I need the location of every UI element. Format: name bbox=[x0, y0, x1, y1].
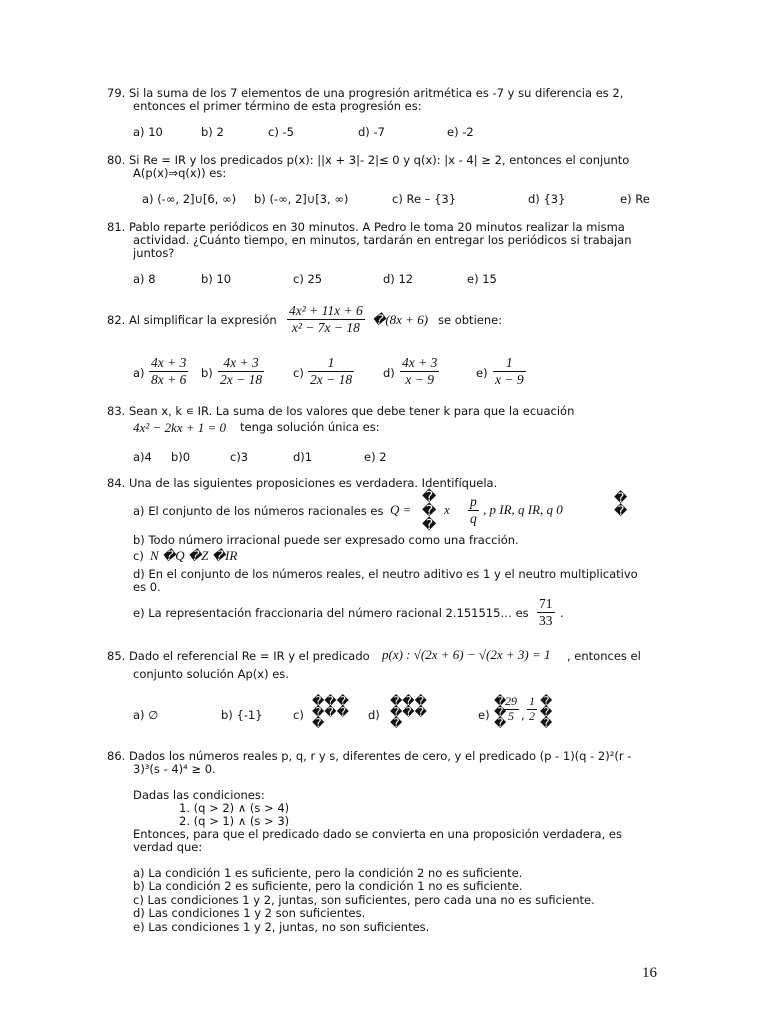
q86-then-line2: verdad que: bbox=[133, 840, 203, 854]
fraction-denominator: 8x + 6 bbox=[151, 372, 187, 387]
q83-option-e: e) 2 bbox=[364, 450, 387, 464]
q79-option-b: b) 2 bbox=[201, 125, 224, 139]
q82-option-a-fraction bbox=[149, 355, 188, 387]
q84-option-e-fraction bbox=[537, 596, 555, 628]
q79-stem-line2: entonces el primer término de esta progresión es: bbox=[133, 99, 422, 113]
q84-stem: 84. Una de las siguientes proposiciones es verdadera. Identifíquela. bbox=[107, 476, 498, 490]
fraction-denominator: 5 bbox=[508, 709, 514, 723]
q82-option-b-fraction bbox=[218, 355, 264, 387]
q82-stem: 82. Al simplificar la expresión bbox=[107, 313, 277, 327]
q86-stem-line2: 3)³(s - 4)⁴ ≥ 0. bbox=[133, 762, 216, 776]
q82-option-d-label: d) bbox=[383, 366, 395, 380]
fraction-numerator: 29 bbox=[505, 694, 517, 708]
q84-option-b: b) Todo número irracional puede ser expresado como una fracción. bbox=[133, 533, 519, 547]
q82-option-d-fraction bbox=[400, 355, 439, 387]
q85-stem-line1-end: , entonces el bbox=[567, 649, 641, 663]
fraction-numerator: p bbox=[470, 494, 477, 509]
q81-option-d: d) 12 bbox=[383, 272, 414, 286]
q85-option-b: b) {-1} bbox=[221, 708, 263, 722]
q82-stem-end: se obtiene: bbox=[438, 313, 503, 327]
fraction-denominator: q bbox=[470, 511, 477, 526]
q84-option-d-line1: d) En el conjunto de los números reales, el neutro aditivo es 1 y el neutro multiplicativo bbox=[133, 567, 638, 581]
q84-option-e-end: . bbox=[560, 606, 564, 620]
q82-expression-fraction bbox=[287, 303, 365, 335]
fraction-denominator: 33 bbox=[539, 613, 553, 628]
q79-option-e: e) -2 bbox=[447, 125, 474, 139]
fraction-denominator: 2 bbox=[529, 709, 535, 723]
fraction-denominator: x − 9 bbox=[495, 372, 524, 387]
q81-option-c: c) 25 bbox=[293, 272, 323, 286]
q85-option-d: d) bbox=[368, 708, 380, 722]
q83-equation: 4x² − 2kx + 1 = 0 bbox=[133, 420, 227, 435]
page-number: 16 bbox=[642, 965, 657, 981]
fraction-numerator: 4x + 3 bbox=[223, 355, 259, 370]
q84-option-c-label: c) bbox=[133, 549, 144, 563]
fraction-numerator: 4x + 3 bbox=[402, 355, 438, 370]
q86-option-b: b) La condición 2 es suficiente, pero la condición 1 no es suficiente. bbox=[133, 879, 523, 893]
q82-option-e-fraction bbox=[493, 355, 526, 387]
q84-option-a-math-lead: Q = bbox=[390, 502, 412, 517]
q80-stem-line2: A(p(x)⇒q(x)) es: bbox=[133, 166, 227, 180]
q83-option-c: c)3 bbox=[230, 450, 249, 464]
q79-option-d: d) -7 bbox=[358, 125, 385, 139]
q84-option-e-text: e) La representación fraccionaria del número racional 2.151515… es bbox=[133, 606, 529, 620]
q81-option-b: b) 10 bbox=[201, 272, 232, 286]
q80-option-a: a) (-∞, 2]∪[6, ∞) bbox=[142, 192, 237, 206]
q79-option-c: c) -5 bbox=[268, 125, 294, 139]
fraction-denominator: x − 9 bbox=[405, 372, 434, 387]
option-e-brace-glyphs: � � � bbox=[494, 694, 507, 730]
q84-option-a-text: a) El conjunto de los números racionales es bbox=[133, 504, 384, 518]
q86-stem-line1: 86. Dados los números reales p, q, r y s, diferentes de cero, y el predicado (p - 1)(q - 2)²(r - bbox=[107, 749, 632, 763]
q80-option-e: e) Re bbox=[620, 192, 650, 206]
q80-option-c: c) Re – {3} bbox=[392, 192, 457, 206]
q83-stem-line2: tenga solución única es: bbox=[240, 420, 380, 434]
fraction-numerator: 1 bbox=[327, 355, 335, 370]
q84-option-a-math-tail: , p IR, q IR, q 0 bbox=[483, 502, 563, 517]
fraction-numerator: 4x + 3 bbox=[151, 355, 187, 370]
q82-option-c-label: c) bbox=[293, 366, 304, 380]
q86-conditions-title: Dadas las condiciones: bbox=[133, 788, 265, 802]
q86-option-d: d) Las condiciones 1 y 2 son suficientes. bbox=[133, 906, 366, 920]
q82-expression-denominator: x² − 7x − 18 bbox=[291, 320, 360, 335]
q84-option-c-math: N �Q �Z �IR bbox=[150, 548, 238, 563]
fraction-numerator: 71 bbox=[539, 596, 553, 611]
q82-option-b-label: b) bbox=[201, 366, 213, 380]
q85-option-e: e) bbox=[478, 708, 490, 722]
q80-option-d: d) {3} bbox=[528, 192, 566, 206]
q84-option-d-line2: es 0. bbox=[133, 580, 161, 594]
q86-option-a: a) La condición 1 es suficiente, pero la condición 2 no es suficiente. bbox=[133, 866, 523, 880]
option-e-brace-glyphs-right: � � � bbox=[540, 694, 553, 730]
q85-option-e-fraction2 bbox=[527, 695, 537, 723]
q86-option-e: e) Las condiciones 1 y 2, juntas, no son suficientes. bbox=[133, 920, 430, 934]
brace-glyph: � � bbox=[614, 491, 628, 519]
q85-option-e-fraction1 bbox=[503, 695, 519, 723]
q82-expression-factor: �(8x + 6) bbox=[372, 312, 429, 327]
q85-option-a: a) ∅ bbox=[133, 708, 159, 722]
comma-glyph: , bbox=[521, 708, 525, 722]
q82-option-a-label: a) bbox=[133, 366, 145, 380]
q81-option-e: e) 15 bbox=[467, 272, 497, 286]
q86-then-line1: Entonces, para que el predicado dado se convierta en una proposición verdadera, es bbox=[133, 827, 622, 841]
option-c-glyphs: ��� ��� � bbox=[312, 694, 349, 730]
q85-stem-line2: conjunto solución Ap(x) es. bbox=[133, 667, 289, 681]
q81-stem-line3: juntos? bbox=[133, 246, 175, 260]
q83-option-d: d)1 bbox=[293, 450, 313, 464]
q81-stem-line2: actividad. ¿Cuánto tiempo, en minutos, tardarán en entregar los periódicos si trabajan bbox=[133, 233, 632, 247]
q86-condition-2: 2. (q > 1) ∧ (s > 3) bbox=[179, 814, 290, 828]
q80-stem-line1: 80. Si Re = IR y los predicados p(x): ||x + 3|- 2|≤ 0 y q(x): |x - 4| ≥ 2, entonces el conjunto bbox=[107, 153, 630, 167]
q85-stem-line1: 85. Dado el referencial Re = IR y el predicado bbox=[107, 649, 370, 663]
fraction-numerator: 1 bbox=[529, 694, 535, 708]
q81-stem-line1: 81. Pablo reparte periódicos en 30 minutos. A Pedro le toma 20 minutos realizar la misma bbox=[107, 220, 625, 234]
q82-expression-numerator: 4x² + 11x + 6 bbox=[289, 303, 363, 318]
q83-option-a: a)4 bbox=[133, 450, 152, 464]
brace-glyph: � � � bbox=[422, 489, 437, 533]
fraction-numerator: 1 bbox=[505, 355, 513, 370]
q85-predicate-math: p(x) : √(2x + 6) − √(2x + 3) = 1 bbox=[382, 647, 551, 662]
q84-option-a-fraction bbox=[468, 494, 479, 526]
q79-option-a: a) 10 bbox=[133, 125, 163, 139]
fraction-denominator: 2x − 18 bbox=[220, 372, 263, 387]
q84-option-a-math-var: x bbox=[444, 502, 450, 517]
q80-option-b: b) (-∞, 2]∪[3, ∞) bbox=[254, 192, 349, 206]
option-d-glyphs: ��� ��� � bbox=[390, 694, 427, 730]
q86-condition-1: 1. (q > 2) ∧ (s > 4) bbox=[179, 801, 290, 815]
q85-option-c: c) bbox=[293, 708, 304, 722]
q81-option-a: a) 8 bbox=[133, 272, 156, 286]
q83-stem-line1: 83. Sean x, k ∊ IR. La suma de los valores que debe tener k para que la ecuación bbox=[107, 404, 575, 418]
q79-stem-line1: 79. Si la suma de los 7 elementos de una progresión aritmética es -7 y su diferencia es 2, bbox=[107, 86, 624, 100]
q82-option-e-label: e) bbox=[476, 366, 488, 380]
q83-option-b: b)0 bbox=[171, 450, 191, 464]
fraction-denominator: 2x − 18 bbox=[310, 372, 353, 387]
q86-option-c: c) Las condiciones 1 y 2, juntas, son suficientes, pero cada una no es suficiente. bbox=[133, 893, 595, 907]
q82-option-c-fraction bbox=[308, 355, 354, 387]
